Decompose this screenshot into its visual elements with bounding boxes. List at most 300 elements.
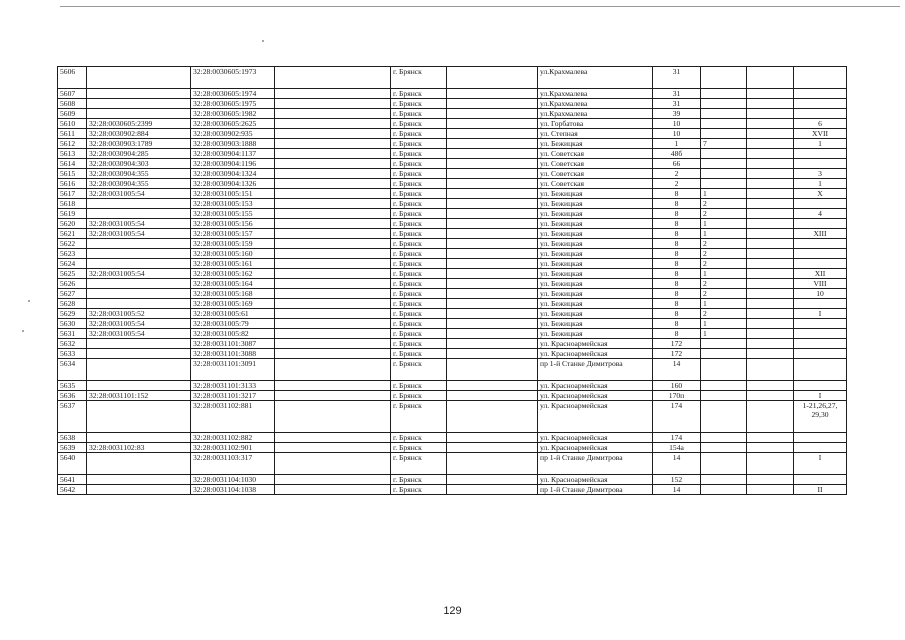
cell-no: 5608 (58, 99, 87, 109)
cell-unit: 1 (701, 189, 747, 199)
cell-unit (701, 159, 747, 169)
cell-old: 32:28:0031101:152 (87, 391, 191, 401)
table-row (58, 339, 847, 349)
cell-street: ул. Бежицкая (538, 229, 653, 239)
cell-street: ул. Красноармейская (538, 475, 653, 485)
cell-last (794, 299, 847, 309)
cell-e2 (447, 309, 538, 319)
cell-cad: 32:28:0031101:3088 (191, 349, 275, 359)
cell-e2 (447, 67, 538, 89)
cell-unit (701, 339, 747, 349)
cell-street: ул. Бежицкая (538, 219, 653, 229)
cell-cad: 32:28:0031005:161 (191, 259, 275, 269)
cell-e3 (747, 319, 794, 329)
cell-num: 8 (653, 229, 701, 239)
cell-e2 (447, 169, 538, 179)
cell-city: г. Брянск (391, 249, 447, 259)
cell-e2 (447, 475, 538, 485)
table-row (58, 99, 847, 109)
cell-unit (701, 119, 747, 129)
cell-e1 (275, 381, 391, 391)
cell-num: 1 (653, 139, 701, 149)
cell-street: ул. Бежицкая (538, 329, 653, 339)
cell-old: 32:28:0031005:52 (87, 309, 191, 319)
cell-city: г. Брянск (391, 119, 447, 129)
cell-num: 8 (653, 259, 701, 269)
cell-last (794, 259, 847, 269)
cell-no: 5639 (58, 443, 87, 453)
cell-unit (701, 149, 747, 159)
cell-e3 (747, 279, 794, 289)
table-row (58, 179, 847, 189)
cell-old (87, 279, 191, 289)
cell-old (87, 299, 191, 309)
table-row (58, 381, 847, 391)
cell-e1 (275, 279, 391, 289)
cell-cad: 32:28:0031103:317 (191, 453, 275, 475)
cell-no: 5613 (58, 149, 87, 159)
cell-no: 5614 (58, 159, 87, 169)
cell-e3 (747, 89, 794, 99)
cell-e1 (275, 319, 391, 329)
scan-top-rule (60, 6, 900, 7)
cell-e2 (447, 391, 538, 401)
cell-last: 6 (794, 119, 847, 129)
cell-e1 (275, 129, 391, 139)
cell-e2 (447, 139, 538, 149)
cell-unit: 2 (701, 279, 747, 289)
cell-street: ул. Бежицкая (538, 199, 653, 209)
cell-e1 (275, 329, 391, 339)
cell-last (794, 99, 847, 109)
cell-old (87, 249, 191, 259)
cell-e3 (747, 259, 794, 269)
table-row (58, 89, 847, 99)
cell-e2 (447, 109, 538, 119)
scan-speck (28, 300, 30, 302)
cell-unit (701, 169, 747, 179)
cell-street: ул. Советская (538, 179, 653, 189)
cell-old: 32:28:0031005:54 (87, 329, 191, 339)
cell-last: XVII (794, 129, 847, 139)
cell-cad: 32:28:0031005:164 (191, 279, 275, 289)
cell-street: ул. Бежицкая (538, 249, 653, 259)
cell-old (87, 485, 191, 495)
cell-last: 1-21,26,27, 29,30 (794, 401, 847, 433)
cell-old (87, 401, 191, 433)
cell-e2 (447, 339, 538, 349)
cell-e3 (747, 129, 794, 139)
cell-unit (701, 109, 747, 119)
cell-last: 4 (794, 209, 847, 219)
cell-unit: 1 (701, 269, 747, 279)
cell-num: 14 (653, 359, 701, 381)
cell-unit (701, 401, 747, 433)
cell-city: г. Брянск (391, 381, 447, 391)
cell-street: ул.Крахмалева (538, 67, 653, 89)
cell-unit: 1 (701, 329, 747, 339)
cell-old (87, 433, 191, 443)
cell-old (87, 239, 191, 249)
cell-e1 (275, 391, 391, 401)
cell-city: г. Брянск (391, 319, 447, 329)
cell-num: 31 (653, 89, 701, 99)
cell-city: г. Брянск (391, 433, 447, 443)
cell-e2 (447, 149, 538, 159)
cell-last (794, 159, 847, 169)
cell-cad: 32:28:0030902:935 (191, 129, 275, 139)
cell-no: 5636 (58, 391, 87, 401)
cell-unit: 7 (701, 139, 747, 149)
cell-old: 32:28:0030902:884 (87, 129, 191, 139)
cell-unit (701, 433, 747, 443)
table-row (58, 139, 847, 149)
cell-e2 (447, 453, 538, 475)
cell-old (87, 453, 191, 475)
table-row (58, 249, 847, 259)
cell-cad: 32:28:0030904:1196 (191, 159, 275, 169)
cell-unit (701, 475, 747, 485)
cell-e3 (747, 391, 794, 401)
cell-e2 (447, 239, 538, 249)
cell-unit: 1 (701, 229, 747, 239)
table-row (58, 299, 847, 309)
cell-street: ул. Красноармейская (538, 401, 653, 433)
cell-street: пр 1-й Станке Димитрова (538, 359, 653, 381)
cell-street: ул. Бежицкая (538, 139, 653, 149)
cell-e3 (747, 433, 794, 443)
cell-old: 32:28:0030605:2399 (87, 119, 191, 129)
cell-city: г. Брянск (391, 269, 447, 279)
table-row (58, 219, 847, 229)
cell-e2 (447, 219, 538, 229)
cell-city: г. Брянск (391, 139, 447, 149)
cell-cad: 32:28:0030605:1973 (191, 67, 275, 89)
table-row (58, 453, 847, 475)
cell-cad: 32:28:0031102:881 (191, 401, 275, 433)
cell-e1 (275, 67, 391, 89)
cell-num: 31 (653, 67, 701, 89)
cell-e2 (447, 129, 538, 139)
cell-e1 (275, 209, 391, 219)
cell-unit (701, 349, 747, 359)
cell-e1 (275, 99, 391, 109)
cell-unit: 2 (701, 309, 747, 319)
cell-city: г. Брянск (391, 475, 447, 485)
cell-e3 (747, 339, 794, 349)
cell-unit (701, 391, 747, 401)
cell-cad: 32:28:0031104:1030 (191, 475, 275, 485)
cell-no: 5637 (58, 401, 87, 433)
cell-e1 (275, 149, 391, 159)
cell-e3 (747, 269, 794, 279)
cell-street: ул. Бежицкая (538, 189, 653, 199)
cell-e1 (275, 249, 391, 259)
cell-street: ул. Бежицкая (538, 289, 653, 299)
cell-e1 (275, 109, 391, 119)
cell-last: 3 (794, 169, 847, 179)
cell-old: 32:28:0031102:83 (87, 443, 191, 453)
cell-cad: 32:28:0031101:3091 (191, 359, 275, 381)
cell-no: 5638 (58, 433, 87, 443)
cell-cad: 32:28:0031005:151 (191, 189, 275, 199)
table-row (58, 475, 847, 485)
cell-e2 (447, 259, 538, 269)
cell-e2 (447, 189, 538, 199)
cell-last: X (794, 189, 847, 199)
cell-e1 (275, 169, 391, 179)
cell-no: 5621 (58, 229, 87, 239)
cell-e2 (447, 199, 538, 209)
cell-cad: 32:28:0031005:82 (191, 329, 275, 339)
cell-city: г. Брянск (391, 209, 447, 219)
cell-num: 66 (653, 159, 701, 169)
cell-e1 (275, 309, 391, 319)
cell-city: г. Брянск (391, 99, 447, 109)
cell-last (794, 381, 847, 391)
cell-city: г. Брянск (391, 309, 447, 319)
scan-speck (262, 40, 264, 42)
cell-num: 172 (653, 349, 701, 359)
cell-last (794, 109, 847, 119)
cell-e1 (275, 199, 391, 209)
cell-city: г. Брянск (391, 109, 447, 119)
cell-last: XIII (794, 229, 847, 239)
cell-city: г. Брянск (391, 359, 447, 381)
cell-unit: 2 (701, 199, 747, 209)
cell-e3 (747, 309, 794, 319)
cell-num: 10 (653, 119, 701, 129)
cell-e1 (275, 269, 391, 279)
cell-city: г. Брянск (391, 401, 447, 433)
table-row (58, 109, 847, 119)
cell-last: 1 (794, 179, 847, 189)
cell-e2 (447, 99, 538, 109)
cell-e1 (275, 485, 391, 495)
cell-e2 (447, 159, 538, 169)
cell-num: 8 (653, 299, 701, 309)
cell-city: г. Брянск (391, 189, 447, 199)
cell-e1 (275, 219, 391, 229)
cell-last (794, 329, 847, 339)
table-row (58, 229, 847, 239)
cell-num: 174 (653, 433, 701, 443)
cell-e3 (747, 189, 794, 199)
cell-last (794, 443, 847, 453)
cell-e2 (447, 299, 538, 309)
cell-cad: 32:28:0031101:3133 (191, 381, 275, 391)
cell-street: ул. Советская (538, 149, 653, 159)
cell-city: г. Брянск (391, 239, 447, 249)
cell-no: 5630 (58, 319, 87, 329)
cell-street: ул.Крахмалева (538, 99, 653, 109)
cell-no: 5615 (58, 169, 87, 179)
page-number: 129 (443, 605, 462, 617)
cell-old (87, 199, 191, 209)
cell-street: ул. Бежицкая (538, 209, 653, 219)
table-row (58, 169, 847, 179)
cell-unit: 2 (701, 249, 747, 259)
cell-no: 5611 (58, 129, 87, 139)
cell-street: ул. Бежицкая (538, 239, 653, 249)
cell-cad: 32:28:0030605:2625 (191, 119, 275, 129)
registry-table (57, 66, 847, 495)
cell-street: ул. Красноармейская (538, 433, 653, 443)
cell-last: 10 (794, 289, 847, 299)
cell-unit: 2 (701, 209, 747, 219)
cell-old: 32:28:0031005:54 (87, 189, 191, 199)
cell-e3 (747, 359, 794, 381)
cell-street: ул. Красноармейская (538, 381, 653, 391)
cell-cad: 32:28:0031005:79 (191, 319, 275, 329)
cell-e2 (447, 289, 538, 299)
cell-city: г. Брянск (391, 169, 447, 179)
cell-unit: 1 (701, 299, 747, 309)
cell-cad: 32:28:0031104:1038 (191, 485, 275, 495)
cell-e1 (275, 189, 391, 199)
cell-num: 14 (653, 485, 701, 495)
cell-unit (701, 359, 747, 381)
cell-last: I (794, 391, 847, 401)
cell-street: ул. Бежицкая (538, 259, 653, 269)
cell-no: 5624 (58, 259, 87, 269)
cell-e3 (747, 139, 794, 149)
table-row (58, 269, 847, 279)
cell-no: 5641 (58, 475, 87, 485)
cell-last: 1 (794, 139, 847, 149)
cell-no: 5609 (58, 109, 87, 119)
cell-e1 (275, 239, 391, 249)
cell-e1 (275, 139, 391, 149)
cell-last: II (794, 485, 847, 495)
cell-e3 (747, 239, 794, 249)
table-row (58, 329, 847, 339)
cell-old (87, 475, 191, 485)
table-row (58, 349, 847, 359)
cell-old (87, 67, 191, 89)
cell-old: 32:28:0031005:54 (87, 219, 191, 229)
cell-city: г. Брянск (391, 279, 447, 289)
cell-num: 174 (653, 401, 701, 433)
cell-num: 8 (653, 269, 701, 279)
cell-e3 (747, 99, 794, 109)
cell-old (87, 339, 191, 349)
cell-street: пр 1-й Станке Димитрова (538, 485, 653, 495)
cell-e3 (747, 229, 794, 239)
cell-street: пр 1-й Станке Димитрова (538, 453, 653, 475)
cell-num: 8 (653, 199, 701, 209)
table-row (58, 359, 847, 381)
cell-street: ул. Красноармейская (538, 443, 653, 453)
cell-cad: 32:28:0030605:1975 (191, 99, 275, 109)
table-row (58, 119, 847, 129)
table-row (58, 443, 847, 453)
cell-no: 5626 (58, 279, 87, 289)
cell-no: 5619 (58, 209, 87, 219)
cell-e1 (275, 443, 391, 453)
table-row (58, 319, 847, 329)
table-row (58, 391, 847, 401)
cell-cad: 32:28:0031005:153 (191, 199, 275, 209)
cell-e1 (275, 159, 391, 169)
cell-num: 170п (653, 391, 701, 401)
cell-cad: 32:28:0030605:1974 (191, 89, 275, 99)
cell-city: г. Брянск (391, 289, 447, 299)
cell-cad: 32:28:0031005:168 (191, 289, 275, 299)
cell-e1 (275, 119, 391, 129)
cell-num: 31 (653, 99, 701, 109)
cell-no: 5634 (58, 359, 87, 381)
cell-e3 (747, 475, 794, 485)
cell-num: 10 (653, 129, 701, 139)
cell-last: XII (794, 269, 847, 279)
cell-no: 5640 (58, 453, 87, 475)
cell-old: 32:28:0030904:303 (87, 159, 191, 169)
cell-city: г. Брянск (391, 199, 447, 209)
cell-num: 8 (653, 289, 701, 299)
cell-no: 5635 (58, 381, 87, 391)
cell-num: 2 (653, 169, 701, 179)
cell-e3 (747, 349, 794, 359)
cell-num: 8 (653, 209, 701, 219)
cell-e3 (747, 159, 794, 169)
cell-no: 5629 (58, 309, 87, 319)
cell-city: г. Брянск (391, 299, 447, 309)
cell-e3 (747, 299, 794, 309)
cell-no: 5612 (58, 139, 87, 149)
cell-unit (701, 89, 747, 99)
cell-street: ул. Красноармейская (538, 349, 653, 359)
cell-e1 (275, 229, 391, 239)
cell-e1 (275, 89, 391, 99)
cell-city: г. Брянск (391, 349, 447, 359)
cell-unit: 2 (701, 289, 747, 299)
cell-num: 14 (653, 453, 701, 475)
cell-e3 (747, 67, 794, 89)
cell-street: ул.Крахмалева (538, 109, 653, 119)
cell-num: 39 (653, 109, 701, 119)
cell-e3 (747, 109, 794, 119)
cell-cad: 32:28:0031005:169 (191, 299, 275, 309)
cell-cad: 32:28:0031005:155 (191, 209, 275, 219)
cell-unit: 1 (701, 219, 747, 229)
cell-old (87, 99, 191, 109)
cell-street: ул.Крахмалева (538, 89, 653, 99)
cell-e2 (447, 359, 538, 381)
cell-no: 5610 (58, 119, 87, 129)
table-row (58, 159, 847, 169)
table-row (58, 149, 847, 159)
cell-num: 8 (653, 219, 701, 229)
cell-city: г. Брянск (391, 149, 447, 159)
scan-speck (22, 330, 24, 332)
cell-e3 (747, 485, 794, 495)
cell-num: 160 (653, 381, 701, 391)
cell-e3 (747, 329, 794, 339)
cell-cad: 32:28:0031005:160 (191, 249, 275, 259)
cell-num: 2 (653, 179, 701, 189)
cell-city: г. Брянск (391, 339, 447, 349)
cell-unit (701, 99, 747, 109)
cell-e3 (747, 199, 794, 209)
cell-cad: 32:28:0031005:157 (191, 229, 275, 239)
cell-e2 (447, 229, 538, 239)
cell-no: 5622 (58, 239, 87, 249)
cell-street: ул. Красноармейская (538, 339, 653, 349)
cell-e2 (447, 329, 538, 339)
cell-no: 5606 (58, 67, 87, 89)
cell-e2 (447, 349, 538, 359)
